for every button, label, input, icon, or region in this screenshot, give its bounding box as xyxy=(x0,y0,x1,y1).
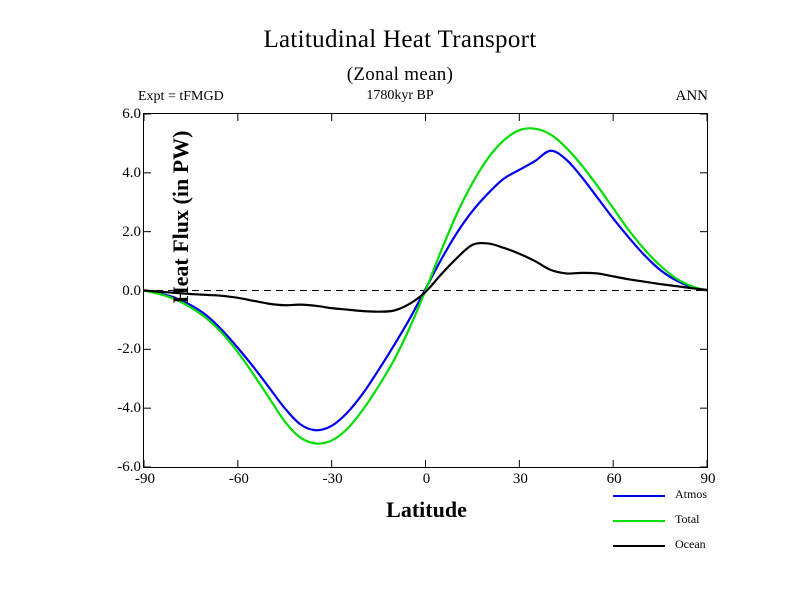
chart-subtitle: (Zonal mean) xyxy=(346,64,454,85)
y-tick-label: 4.0 xyxy=(122,164,141,181)
legend-item xyxy=(613,535,773,560)
x-tick-label: -60 xyxy=(228,471,249,487)
legend-swatch-icon xyxy=(613,495,665,497)
y-tick-label: -6.0 xyxy=(117,459,141,475)
legend-item xyxy=(613,510,773,535)
x-tick-label: -30 xyxy=(322,471,343,487)
legend xyxy=(613,485,773,560)
legend-item xyxy=(613,485,773,510)
y-tick-label: 0.0 xyxy=(122,282,141,299)
x-tick-label: 90 xyxy=(700,471,716,487)
legend-label: Atmos xyxy=(675,487,708,501)
x-tick-label: -90 xyxy=(135,471,155,487)
series-line-total xyxy=(144,128,707,443)
experiment-label: Expt = tFMGD xyxy=(138,89,224,104)
y-tick-label: 6.0 xyxy=(122,106,141,122)
series-line-ocean xyxy=(144,243,707,312)
x-tick-label: 60 xyxy=(606,471,622,487)
y-axis-label: Heat Flux (in PW) xyxy=(168,130,193,304)
y-tick-label: -4.0 xyxy=(117,400,141,417)
legend-label: Ocean xyxy=(675,537,706,551)
legend-swatch-icon xyxy=(613,545,665,547)
period-label: 1780kyr BP xyxy=(366,88,434,103)
season-label: ANN xyxy=(675,88,708,104)
page-title: Latitudinal Heat Transport xyxy=(263,26,537,53)
y-tick-label: 2.0 xyxy=(122,223,141,240)
legend-swatch-icon xyxy=(613,520,665,522)
x-tick-label: 0 xyxy=(422,471,431,487)
x-axis-label: Latitude xyxy=(386,497,467,522)
plot-canvas xyxy=(144,114,707,467)
x-tick-label: 30 xyxy=(512,471,528,487)
legend-label: Total xyxy=(675,512,700,526)
y-tick-label: -2.0 xyxy=(117,341,141,358)
